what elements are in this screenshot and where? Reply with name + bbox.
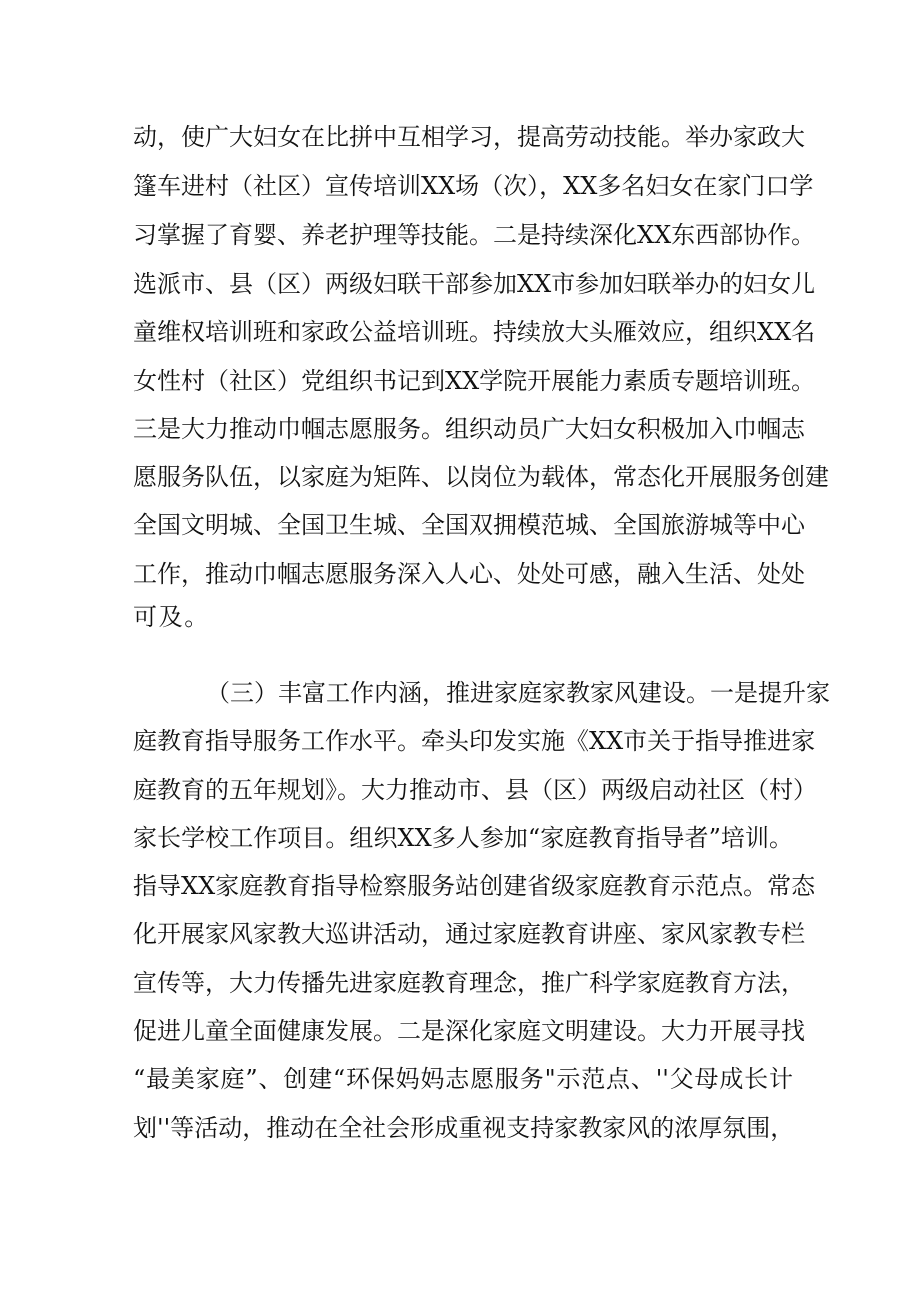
- text-line: 宣传等，大力传播先进家庭教育理念，推广科学家庭教育方法，: [133, 969, 805, 997]
- text-line: 指导XX家庭教育指导检察服务站创建省级家庭教育示范点。常态: [133, 872, 816, 900]
- text-line: （三）丰富工作内涵，推进家庭家教家风建设。一是提升家: [206, 679, 830, 707]
- text-line: 三是大力推动巾帼志愿服务。组织动员广大妇女积极加入巾帼志: [133, 415, 805, 443]
- text-line: 庭教育的五年规划》。大力推动市、县（区）两级启动社区（村）: [133, 776, 817, 804]
- text-line: 划''等活动，推动在全社会形成重视支持家教家风的浓厚氛围，: [133, 1114, 795, 1142]
- text-line: 工作，推动巾帼志愿服务深入人心、处处可感，融入生活、处处: [133, 560, 805, 588]
- text-line: 童维权培训班和家政公益培训班。持续放大头雁效应，组织XX名: [133, 318, 816, 346]
- text-line: “最美家庭”、创建“环保妈妈志愿服务"示范点、''父母成长计: [133, 1065, 793, 1093]
- text-line: 动，使广大妇女在比拼中互相学习，提高劳动技能。举办家政大: [133, 123, 805, 151]
- text-line: 庭教育指导服务工作水平。牵头印发实施《XX市关于指导推进家: [133, 727, 816, 755]
- text-line: 愿服务队伍，以家庭为矩阵、以岗位为载体，常态化开展服务创建: [133, 463, 829, 491]
- text-line: 选派市、县（区）两级妇联干部参加XX市参加妇联举办的妇女儿: [133, 270, 816, 298]
- text-line: 全国文明城、全国卫生城、全国双拥模范城、全国旅游城等中心: [133, 511, 805, 539]
- text-line: 促进儿童全面健康发展。二是深化家庭文明建设。大力开展寻找: [133, 1017, 805, 1045]
- text-line: 家长学校工作项目。组织XX多人参加“家庭教育指导者”培训。: [133, 824, 793, 852]
- text-line: 习掌握了育婴、养老护理等技能。二是持续深化XX东西部协作。: [133, 221, 816, 249]
- text-line: 可及。: [133, 603, 210, 631]
- text-line: 化开展家风家教大巡讲活动，通过家庭教育讲座、家风家教专栏: [133, 920, 805, 948]
- text-line: 篷车进村（社区）宣传培训XX场（次），XX多名妇女在家门口学: [133, 172, 814, 200]
- text-line: 女性村（社区）党组织书记到XX学院开展能力素质专题培训班。: [133, 367, 816, 395]
